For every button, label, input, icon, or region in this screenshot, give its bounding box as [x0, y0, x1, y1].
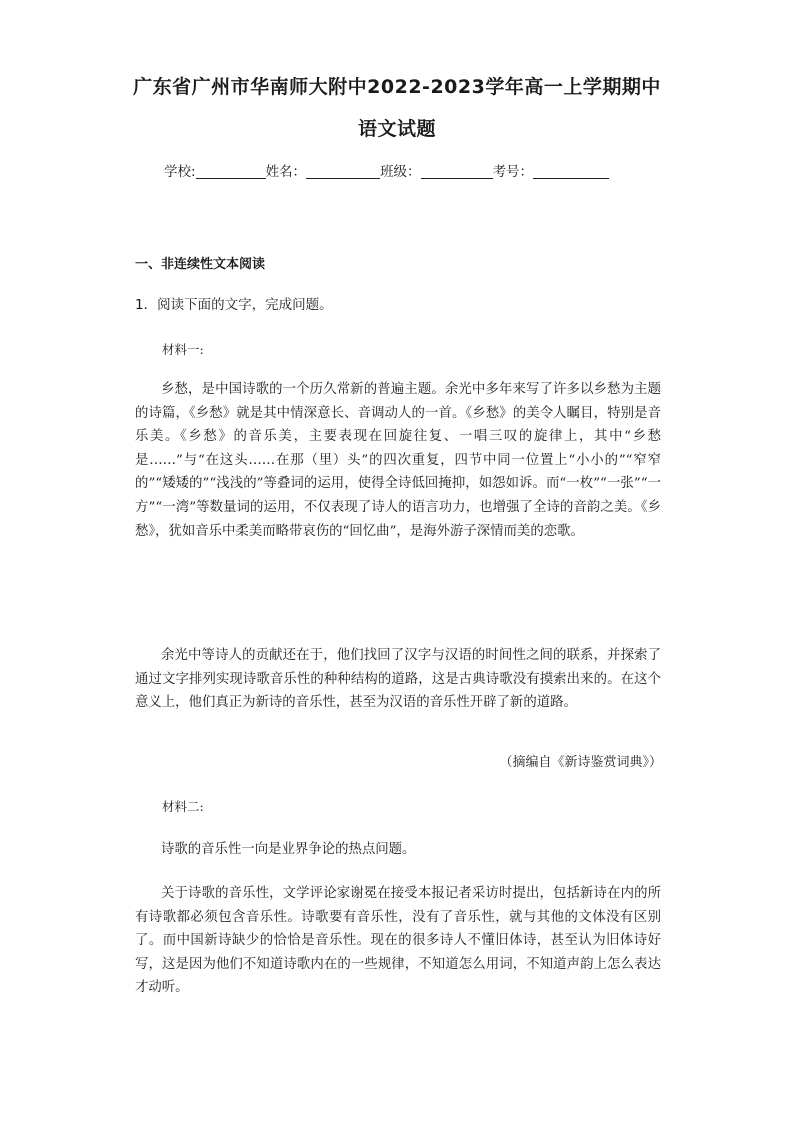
- name-label: 姓名：: [265, 164, 307, 180]
- section-heading: 一、非连续性文本阅读: [135, 257, 266, 272]
- page-subtitle: 语文试题: [357, 118, 436, 140]
- material-two-label: 材料二:: [162, 799, 204, 814]
- material-one-paragraph-2: 余光中等诗人的贡献还在于，他们找回了汉字与汉语的时间性之间的联系，并探索了通过文字排列实现诗歌音乐性的种种结构的道路，这是古典诗歌没有摸索出来的。在这个意义上，他们真正为新诗的音乐性，甚至为汉语的音乐性开辟了新的道路。: [135, 648, 661, 711]
- question-prompt: 1．阅读下面的文字，完成问题。: [135, 297, 333, 313]
- class-blank: [421, 164, 493, 179]
- material-two-paragraph-2: 关于诗歌的音乐性，文学评论家谢冕在接受本报记者采访时提出，包括新诗在内的所有诗歌都必须包含音乐性。诗歌要有音乐性，没有了音乐性，就与其他的文体没有区别了。而中国新诗缺少的恰恰是音乐性。现在的很多诗人不懂旧体诗，甚至认为旧体诗好写，这是因为他们不知道诗歌内在的一些规律，不知道怎么用词，不知道声韵上怎么表达才动听。: [135, 886, 661, 996]
- material-one-label: 材料一:: [162, 342, 204, 357]
- class-label: 班级：: [380, 164, 421, 180]
- number-blank: [533, 164, 609, 179]
- material-two-paragraph-1: 诗歌的音乐性一向是业界争论的热点问题。: [161, 842, 416, 857]
- number-label: 考号：: [492, 164, 534, 180]
- school-label: 学校:: [164, 164, 196, 180]
- material-one-paragraph-1: 乡愁，是中国诗歌的一个历久常新的普遍主题。余光中多年来写了许多以乡愁为主题的诗篇，《乡愁》就是其中情深意长、音调动人的一首。《乡愁》的美令人瞩目，特别是音乐美。《乡愁》的音乐美，主要表现在回旋往复、一唱三叹的旋律上，其中“乡愁是……”与“在这头……在那（里）头”的四次重复，四节中同一位置上“小小的”“窄窄的”“矮矮的”“浅浅的”等叠词的运用，使得全诗低回掩抑，如怨如诉。而“一枚”“一张”“一方”“一湾”等数量词的运用，不仅表现了诗人的语言功力，也增强了全诗的音韵之美。《乡愁》，犹如音乐中柔美而略带哀伤的“回忆曲”，是海外游子深情而美的恋歌。: [135, 382, 661, 539]
- material-one-source: （摘编自《新诗鉴赏词典》）: [499, 755, 662, 770]
- school-blank: [196, 164, 266, 179]
- name-blank: [306, 164, 380, 179]
- student-info-line: [164, 160, 609, 180]
- page-title: 广东省广州市华南师大附中2022-2023学年高一上学期期中: [133, 76, 661, 98]
